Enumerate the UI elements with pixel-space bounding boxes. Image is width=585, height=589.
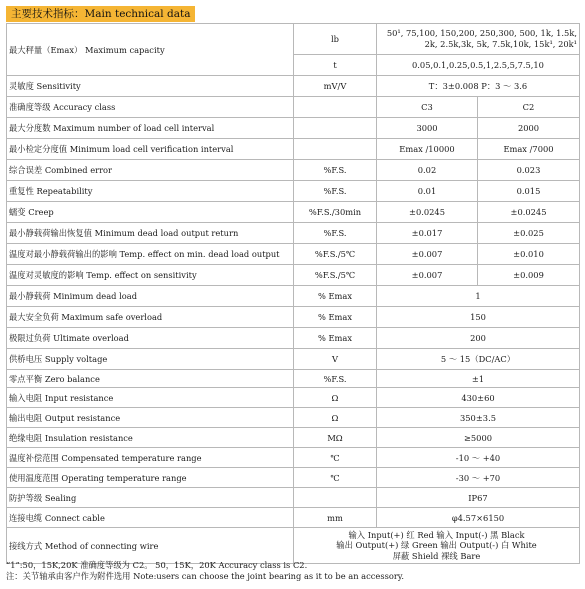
row-unit: V: [294, 349, 377, 370]
table-row: [7, 468, 580, 488]
table-row: [7, 265, 580, 286]
row-value-c2: ±0.009: [478, 265, 580, 286]
row-name: 温度补偿范围 Compensated temperature range: [7, 448, 294, 468]
table-row: [7, 139, 580, 160]
table-row: [7, 408, 580, 428]
row-value: 430±60: [377, 388, 580, 408]
row-unit: %F.S./5℃: [294, 265, 377, 286]
wiring-line: 输出 Output(+) 绿 Green 输出 Output(-) 白 White: [336, 540, 537, 551]
table-row: [7, 428, 580, 448]
table-row: [7, 97, 580, 118]
row-name: 防护等级 Sealing: [7, 488, 294, 508]
section-title: 主要技术指标：Main technical data: [6, 6, 195, 22]
table-row: [7, 388, 580, 408]
footnotes: [6, 560, 579, 582]
row-value: -10 ～ +40: [377, 448, 580, 468]
technical-data-body: [7, 24, 580, 564]
row-unit: % Emax: [294, 286, 377, 307]
table-row: [7, 307, 580, 328]
row-name: 供桥电压 Supply voltage: [7, 349, 294, 370]
table-row: [7, 160, 580, 181]
row-value-c3: 3000: [377, 118, 478, 139]
row-name: 重复性 Repeatability: [7, 181, 294, 202]
row-name: 准确度等级 Accuracy class: [7, 97, 294, 118]
row-unit: Ω: [294, 388, 377, 408]
table-row: [7, 24, 580, 55]
row-name: 使用温度范围 Operating temperature range: [7, 468, 294, 488]
row-name: 输出电阻 Output resistance: [7, 408, 294, 428]
row-name: 绝缘电阻 Insulation resistance: [7, 428, 294, 448]
row-unit: ℃: [294, 468, 377, 488]
row-unit: %F.S./5℃: [294, 244, 377, 265]
row-value-c2: Emax /7000: [478, 139, 580, 160]
row-unit: %F.S.: [294, 370, 377, 388]
row-unit: t: [294, 55, 377, 76]
row-value: φ4.57×6150: [377, 508, 580, 528]
row-value: 350±3.5: [377, 408, 580, 428]
row-value: IP67: [377, 488, 580, 508]
row-unit: Ω: [294, 408, 377, 428]
table-row: [7, 181, 580, 202]
row-name: 最大安全负荷 Maximum safe overload: [7, 307, 294, 328]
row-value-c2: 2000: [478, 118, 580, 139]
row-unit: % Emax: [294, 328, 377, 349]
row-unit: % Emax: [294, 307, 377, 328]
row-name: 最大分度数 Maximum number of load cell interval: [7, 118, 294, 139]
row-name: 温度对灵敏度的影响 Temp. effect on sensitivity: [7, 265, 294, 286]
row-value: 5 ～ 15（DC/AC）: [377, 349, 580, 370]
row-value-c2: C2: [478, 97, 580, 118]
row-value-c3: ±0.0245: [377, 202, 478, 223]
table-row: [7, 370, 580, 388]
row-unit: %F.S.: [294, 181, 377, 202]
row-unit: [294, 97, 377, 118]
row-value-c3: ±0.007: [377, 244, 478, 265]
row-value-c2: ±0.025: [478, 223, 580, 244]
footnote-accuracy: “1”:50，15K,20K 准确度等级为 C2。 50，15K，20K Accuracy class is C2.: [6, 560, 308, 570]
row-value-c3: ±0.007: [377, 265, 478, 286]
row-unit: %F.S.: [294, 223, 377, 244]
row-name: 综合误差 Combined error: [7, 160, 294, 181]
row-value: ≥5000: [377, 428, 580, 448]
technical-data-table: [6, 23, 580, 564]
row-name: 极限过负荷 Ultimate overload: [7, 328, 294, 349]
row-name: 最小静载荷输出恢复值 Minimum dead load output return: [7, 223, 294, 244]
wiring-line: 屏蔽 Shield 裸线 Bare: [392, 550, 481, 561]
table-row: [7, 349, 580, 370]
row-unit: [294, 139, 377, 160]
row-value: 1: [377, 286, 580, 307]
row-unit: lb: [294, 24, 377, 55]
table-row: [7, 328, 580, 349]
row-unit: MΩ: [294, 428, 377, 448]
row-value: ±1: [377, 370, 580, 388]
row-name: 零点平衡 Zero balance: [7, 370, 294, 388]
row-value: 150: [377, 307, 580, 328]
row-unit: [294, 488, 377, 508]
table-row: [7, 118, 580, 139]
row-name: 最小静载荷 Minimum dead load: [7, 286, 294, 307]
wiring-legend: [294, 528, 580, 564]
table-row: [7, 76, 580, 97]
row-value-c2: ±0.010: [478, 244, 580, 265]
table-row: [7, 508, 580, 528]
row-unit: ℃: [294, 448, 377, 468]
row-name: 最小检定分度值 Minimum load cell verification interval: [7, 139, 294, 160]
row-name: 蠕变 Creep: [7, 202, 294, 223]
row-value: T：3±0.008 P：3 ～ 3.6: [377, 76, 580, 97]
row-value-c3: Emax /10000: [377, 139, 478, 160]
row-unit: %F.S.: [294, 160, 377, 181]
wiring-line: 输入 Input(+) 红 Red 输入 Input(-) 黑 Black: [348, 529, 525, 540]
row-unit: mm: [294, 508, 377, 528]
row-unit: %F.S./30min: [294, 202, 377, 223]
row-value: 0.05,0.1,0.25,0.5,1,2.5,5,7.5,10: [377, 55, 580, 76]
row-value-c3: 0.02: [377, 160, 478, 181]
footnote-accessory: 注：关节轴承由客户作为附件选用 Note:users can choose the joint bearing as it to be an accessory.: [6, 571, 405, 581]
table-row: [7, 244, 580, 265]
table-row: [7, 488, 580, 508]
row-value-c2: 0.015: [478, 181, 580, 202]
table-row: [7, 202, 580, 223]
table-row: [7, 286, 580, 307]
row-value-c3: C3: [377, 97, 478, 118]
row-name: 连接电缆 Connect cable: [7, 508, 294, 528]
row-value: 200: [377, 328, 580, 349]
table-row: [7, 448, 580, 468]
row-unit: [294, 118, 377, 139]
row-name: 输入电阻 Input resistance: [7, 388, 294, 408]
row-value-c3: 0.01: [377, 181, 478, 202]
row-unit: mV/V: [294, 76, 377, 97]
row-value: -30 ～ +70: [377, 468, 580, 488]
row-value-c2: ±0.0245: [478, 202, 580, 223]
row-name: 温度对最小静载荷输出的影响 Temp. effect on min. dead load output: [7, 244, 294, 265]
row-name: 最大秤量（Emax） Maximum capacity: [7, 24, 294, 76]
row-name: 接线方式 Method of connecting wire: [7, 528, 294, 564]
row-value-c3: ±0.017: [377, 223, 478, 244]
table-row: [7, 528, 580, 564]
table-row: [7, 223, 580, 244]
row-value-c2: 0.023: [478, 160, 580, 181]
row-name: 灵敏度 Sensitivity: [7, 76, 294, 97]
row-value: 50¹, 75,100, 150,200, 250,300, 500, 1k, 1.5k, 2k, 2.5k,3k, 5k, 7.5k,10k, 15k¹, 20k¹: [377, 24, 580, 55]
